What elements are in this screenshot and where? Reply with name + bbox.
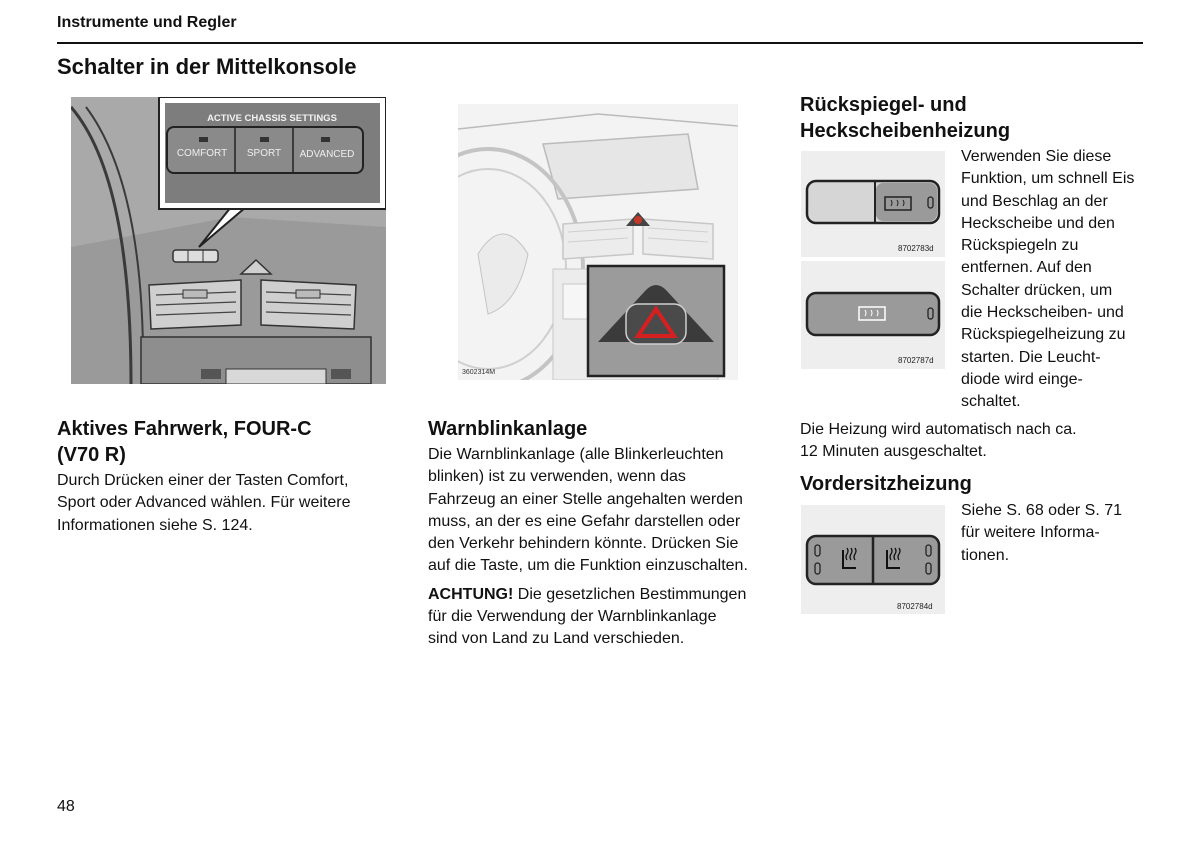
- side-text-line: Funktion, um schnell Eis: [961, 170, 1135, 188]
- heater-auto-off-text: [800, 419, 1160, 464]
- four-c-text-line: Durch Drücken einer der Tasten Comfort,: [57, 472, 349, 489]
- advanced-button-label: ADVANCED: [299, 149, 355, 160]
- dashboard-illustration: [71, 97, 386, 384]
- side-text-line: schaltet.: [961, 393, 1021, 411]
- seat-text-line: tionen.: [961, 546, 1010, 564]
- four-c-section: [57, 416, 397, 537]
- seat-heater-heading: Vordersitzheizung: [800, 473, 972, 495]
- side-text-line: starten. Die Leucht-: [961, 348, 1101, 366]
- hazard-figure-code: 3602314M: [462, 369, 496, 376]
- seat-text-line: für weitere Informa-: [961, 524, 1100, 542]
- warning-label: ACHTUNG!: [428, 585, 514, 603]
- four-c-heading-line2: (V70 R): [57, 444, 126, 466]
- heater-heading: [800, 92, 1010, 144]
- sport-button-label: SPORT: [246, 148, 282, 159]
- hazard-text: [428, 444, 778, 578]
- hazard-text-line: Die Warnblinkanlage (alle Blinkerleuchten: [428, 446, 724, 463]
- side-text-line: entfernen. Auf den: [961, 259, 1092, 277]
- fig1-code: 8702783d: [898, 244, 934, 253]
- hazard-text-line: muss, an der es eine Gefahr darstellen oder: [428, 512, 741, 530]
- comfort-button-label: COMFORT: [176, 148, 228, 159]
- fig2-code: 8702787d: [898, 356, 934, 365]
- auto-off-line: Die Heizung wird automatisch nach ca.: [800, 421, 1077, 438]
- four-c-heading: [57, 416, 397, 468]
- hazard-heading: Warnblinkanlage: [428, 418, 588, 440]
- four-c-heading-line1: Aktives Fahrwerk, FOUR-C: [57, 418, 312, 440]
- side-text-line: Rückspiegelheizung zu: [961, 326, 1126, 344]
- seat-heater-heading-wrap: [800, 471, 972, 497]
- hazard-text-line: den Verkehr behindern könnte. Drücken Sie: [428, 535, 739, 553]
- seat-heater-side-text: [961, 500, 1151, 567]
- rear-defrost-switch-figure-2: [801, 261, 945, 369]
- heater-heading-line1: Rückspiegel- und: [800, 94, 967, 116]
- side-text-line: und Beschlag an der: [961, 192, 1108, 210]
- rear-defrost-illustration-2: [801, 261, 945, 369]
- seat-heater-switch-figure: [801, 505, 945, 614]
- side-text-line: Schalter drücken, um: [961, 281, 1113, 299]
- hazard-text-line: Fahrzeug an einer Stelle angehalten werden: [428, 490, 743, 508]
- side-text-line: diode wird einge-: [961, 370, 1083, 388]
- heater-side-text: [961, 146, 1151, 414]
- side-text-line: die Heckscheiben- und: [961, 304, 1124, 322]
- rear-defrost-illustration-1: [801, 151, 945, 257]
- four-c-text-line: Informationen siehe S. 124.: [57, 516, 253, 534]
- seat-heater-illustration: [801, 505, 945, 614]
- fig3-code: 8702784d: [897, 602, 933, 611]
- warning-text-line: für die Verwendung der Warnblinkanlage: [428, 608, 717, 626]
- auto-off-line: 12 Minuten ausgeschaltet.: [800, 443, 987, 461]
- hazard-illustration: [458, 104, 738, 380]
- running-head: Instrumente und Regler: [57, 14, 237, 31]
- four-c-text-line: Sport oder Advanced wählen. Für weitere: [57, 494, 351, 512]
- heater-auto-off-paragraph: [800, 419, 1160, 464]
- hazard-warning: [428, 584, 778, 651]
- seat-heater-side-paragraph: [961, 500, 1151, 567]
- side-text-line: Rückspiegeln zu: [961, 237, 1079, 255]
- heater-section-heading: [800, 92, 1010, 144]
- warning-text-line: sind von Land zu Land verschieden.: [428, 630, 685, 648]
- heater-side-paragraph: [961, 146, 1151, 414]
- warning-text-line: Die gesetzlichen Bestimmungen: [513, 585, 747, 603]
- hazard-text-line: blinken) ist zu verwenden, wenn das: [428, 468, 686, 486]
- rear-defrost-switch-figure-1: [801, 151, 945, 257]
- hazard-section: [428, 416, 778, 651]
- chassis-banner: ACTIVE CHASSIS SETTINGS: [207, 113, 337, 124]
- header-rule: [57, 42, 1143, 44]
- four-c-text: [57, 470, 397, 537]
- heater-heading-line2: Heckscheibenheizung: [800, 120, 1011, 142]
- side-text-line: Verwenden Sie diese: [961, 148, 1112, 165]
- page-number: 48: [57, 798, 75, 815]
- page-title: Schalter in der Mittelkonsole: [57, 54, 357, 79]
- hazard-switch-figure: [458, 104, 738, 380]
- seat-text-line: Siehe S. 68 oder S. 71: [961, 502, 1122, 519]
- side-text-line: Heckscheibe und den: [961, 214, 1115, 232]
- hazard-text-line: auf die Taste, um die Funktion einzuschalten.: [428, 557, 748, 575]
- chassis-switch-figure: [71, 97, 386, 384]
